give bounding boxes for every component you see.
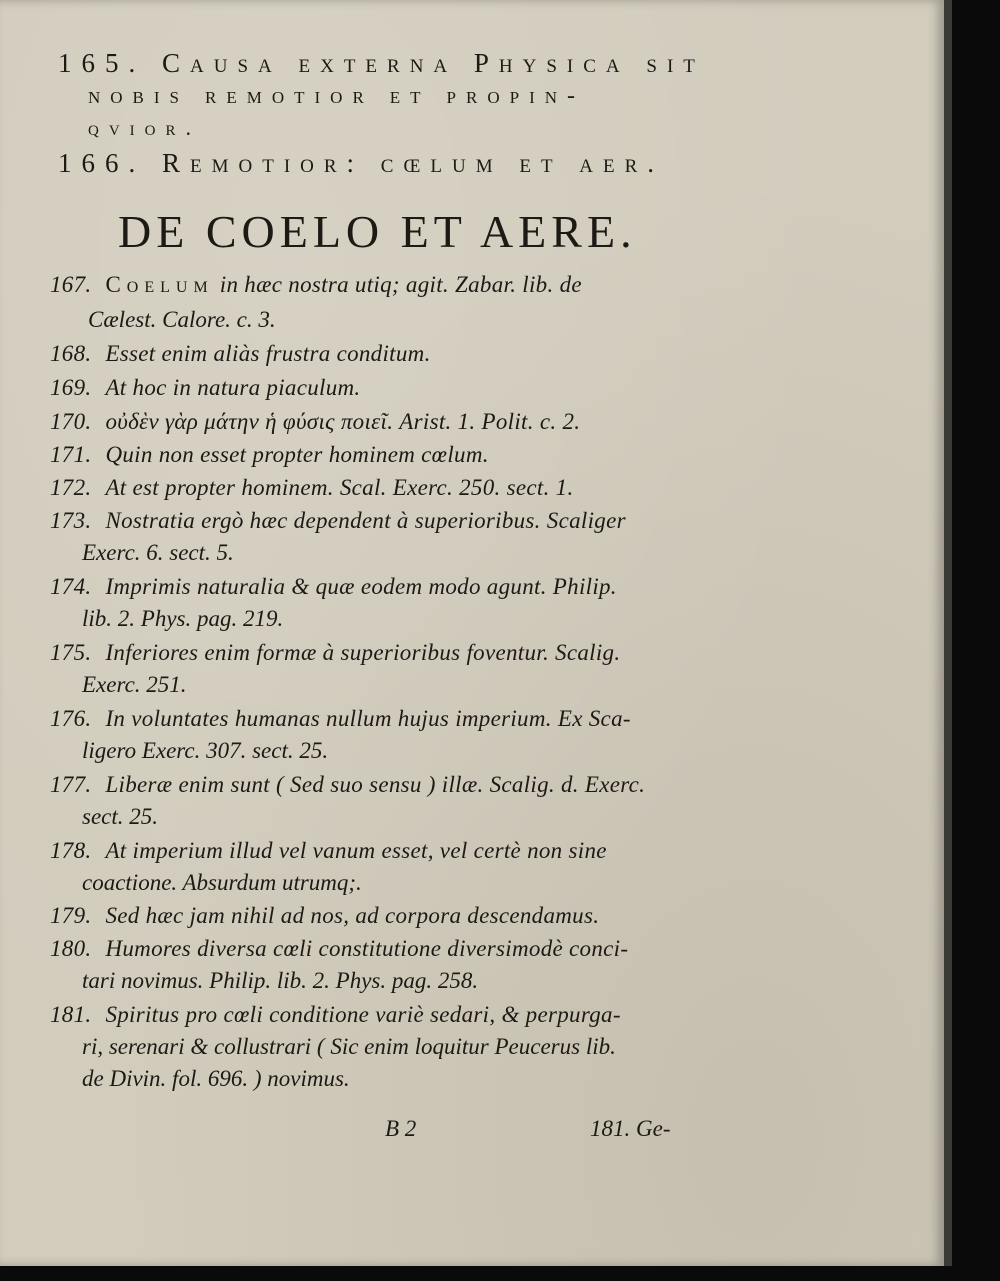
item-number: 181. (50, 1002, 92, 1027)
item-text: Inferiores enim formæ à superioribus foventur. Scalig. (105, 640, 621, 665)
item-number: 177. (50, 772, 92, 797)
line-165-cont (88, 83, 585, 110)
line-text: nobis remotior et propin- (88, 83, 586, 109)
item-number: 176. (50, 706, 92, 731)
item-177-cont: sect. 25. (82, 804, 159, 829)
item-number: 173. (50, 508, 92, 533)
item-178 (50, 838, 607, 864)
item-169 (50, 375, 360, 401)
item-text: in hæc nostra utiq; agit. Zabar. lib. de (219, 272, 582, 297)
item-167 (50, 272, 582, 298)
section-heading: DE COELO ET AERE. (118, 206, 637, 257)
page-edge (944, 0, 952, 1266)
item-text: Liberæ enim sunt ( Sed suo sensu ) illæ. Scalig. d. Exerc. (105, 772, 646, 797)
item-179 (50, 903, 599, 929)
catchword: 181. Ge- (590, 1116, 671, 1141)
item-text: Quin non esset propter hominem cœlum. (105, 442, 489, 467)
item-text: At est propter hominem. Scal. Exerc. 250. sect. 1. (105, 475, 574, 500)
item-180 (50, 936, 628, 962)
line-number: 166. (58, 148, 146, 178)
item-172 (50, 475, 574, 501)
item-number: 175. (50, 640, 92, 665)
item-text: Spiritus pro cœli conditione variè sedari, & perpurga- (105, 1002, 621, 1027)
line-text: qvior. (88, 115, 201, 140)
item-number: 180. (50, 936, 92, 961)
item-text: Humores diversa cœli constitutione diversimodè conci- (105, 936, 629, 961)
item-174-cont: lib. 2. Phys. pag. 219. (82, 606, 284, 631)
item-text: οὐδὲν γὰρ μάτην ἡ φύσις ποιεῖ. Arist. 1. Polit. c. 2. (105, 409, 581, 434)
item-number: 168. (50, 341, 92, 366)
item-167-cont: Cælest. Calore. c. 3. (88, 307, 276, 332)
item-174 (50, 574, 617, 600)
item-number: 167. (50, 272, 92, 297)
item-176-cont: ligero Exerc. 307. sect. 25. (82, 738, 329, 763)
item-177 (50, 772, 645, 798)
item-173 (50, 508, 626, 534)
item-181 (50, 1002, 621, 1028)
item-number: 171. (50, 442, 92, 467)
item-number: 174. (50, 574, 92, 599)
item-176 (50, 706, 631, 732)
item-lead: Coelum (105, 272, 214, 297)
item-number: 170. (50, 409, 92, 434)
item-180-cont: tari novimus. Philip. lib. 2. Phys. pag. 258. (82, 968, 479, 993)
item-170 (50, 409, 580, 435)
item-178-cont: coactione. Absurdum utrumq;. (82, 870, 362, 895)
item-text: In voluntates humanas nullum hujus imperium. Ex Sca- (105, 706, 631, 731)
item-number: 178. (50, 838, 92, 863)
item-number: 179. (50, 903, 92, 928)
item-181-cont: ri, serenari & collustrari ( Sic enim loquitur Peucerus lib. (82, 1034, 616, 1059)
item-text: At imperium illud vel vanum esset, vel certè non sine (105, 838, 607, 863)
signature-mark: B 2 (385, 1116, 417, 1141)
item-171 (50, 442, 489, 468)
line-166 (58, 148, 664, 179)
line-165-cont2 (88, 115, 201, 141)
item-181-cont2: de Divin. fol. 696. ) novimus. (82, 1066, 350, 1091)
item-175 (50, 640, 620, 666)
item-175-cont: Exerc. 251. (82, 672, 187, 697)
item-text: Sed hæc jam nihil ad nos, ad corpora descendamus. (105, 903, 600, 928)
item-text: Imprimis naturalia & quæ eodem modo agunt. Philip. (105, 574, 617, 599)
line-text: Causa externa Physica sit (162, 48, 705, 78)
line-text: Remotior: cœlum et aer. (162, 148, 665, 178)
item-173-cont: Exerc. 6. sect. 5. (82, 540, 234, 565)
line-number: 165. (58, 48, 146, 78)
item-text: Nostratia ergò hæc dependent à superioribus. Scaliger (105, 508, 626, 533)
item-number: 169. (50, 375, 92, 400)
item-text: Esset enim aliàs frustra conditum. (105, 341, 431, 366)
item-text: At hoc in natura piaculum. (105, 375, 361, 400)
item-number: 172. (50, 475, 92, 500)
line-165 (58, 48, 705, 79)
item-168 (50, 341, 431, 367)
